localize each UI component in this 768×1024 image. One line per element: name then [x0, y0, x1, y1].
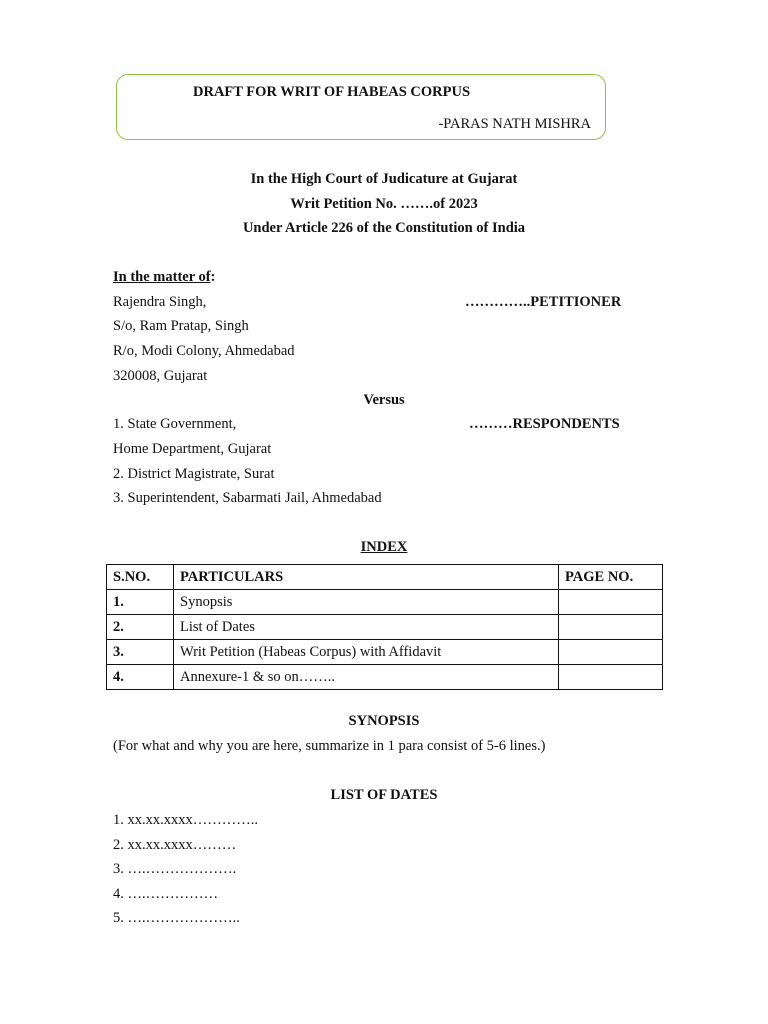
court-name: In the High Court of Judicature at Gujarat: [250, 171, 518, 187]
index-header-row: [107, 565, 663, 590]
table-row: [107, 615, 663, 640]
column-header-page-no: PAGE NO.: [559, 565, 663, 590]
article-reference: Under Article 226 of the Constitution of India: [242, 220, 526, 236]
synopsis-text: (For what and why you are here, summarize in 1 para consist of 5-6 lines.): [113, 738, 546, 754]
respondent-line-4: 3. Superintendent, Sabarmati Jail, Ahmedabad: [113, 490, 382, 506]
table-row: [107, 590, 663, 615]
versus-label: Versus: [363, 392, 405, 408]
petitioner-line-3: R/o, Modi Colony, Ahmedabad: [113, 343, 295, 359]
row-particulars: Annexure-1 & so on……..: [174, 665, 559, 690]
row-particulars: Writ Petition (Habeas Corpus) with Affidavit: [174, 640, 559, 665]
synopsis-heading: SYNOPSIS: [348, 713, 420, 729]
date-item-4: 4. ….……………: [113, 886, 219, 902]
index-table: [106, 564, 663, 690]
document-title: DRAFT FOR WRIT OF HABEAS CORPUS: [193, 84, 471, 100]
row-sno: 3.: [107, 640, 174, 665]
date-item-5: 5. ….………………..: [113, 910, 240, 926]
row-page-no: [559, 640, 663, 665]
matter-heading-colon: :: [210, 269, 216, 285]
date-item-1: 1. xx.xx.xxxx…………..: [113, 812, 258, 828]
matter-heading: [113, 269, 215, 286]
row-page-no: [559, 615, 663, 640]
date-item-3: 3. ….……………….: [113, 861, 237, 877]
row-sno: 1.: [107, 590, 174, 615]
document-author: -PARAS NATH MISHRA: [438, 116, 591, 132]
respondent-line-3: 2. District Magistrate, Surat: [113, 466, 275, 482]
column-header-sno: S.NO.: [107, 565, 174, 590]
writ-petition-number: Writ Petition No. …….of 2023: [290, 196, 478, 212]
index-heading: [0, 539, 768, 556]
petitioner-label: …………..PETITIONER: [465, 294, 622, 310]
row-sno: 2.: [107, 615, 174, 640]
row-sno: 4.: [107, 665, 174, 690]
petitioner-line-1: Rajendra Singh,: [113, 294, 207, 310]
title-box: [116, 74, 606, 140]
matter-heading-text: In the matter of: [113, 269, 211, 285]
respondent-line-1: 1. State Government,: [113, 416, 237, 432]
table-row: [107, 640, 663, 665]
table-row: [107, 665, 663, 690]
date-item-2: 2. xx.xx.xxxx………: [113, 837, 237, 853]
petitioner-line-4: 320008, Gujarat: [113, 368, 208, 384]
respondent-line-2: Home Department, Gujarat: [113, 441, 272, 457]
index-heading-text: INDEX: [360, 539, 408, 555]
list-of-dates-heading: LIST OF DATES: [330, 787, 438, 803]
column-header-particulars: PARTICULARS: [174, 565, 559, 590]
row-particulars: Synopsis: [174, 590, 559, 615]
row-page-no: [559, 665, 663, 690]
petitioner-line-2: S/o, Ram Pratap, Singh: [113, 318, 249, 334]
respondents-label: ………RESPONDENTS: [469, 416, 620, 432]
row-page-no: [559, 590, 663, 615]
row-particulars: List of Dates: [174, 615, 559, 640]
